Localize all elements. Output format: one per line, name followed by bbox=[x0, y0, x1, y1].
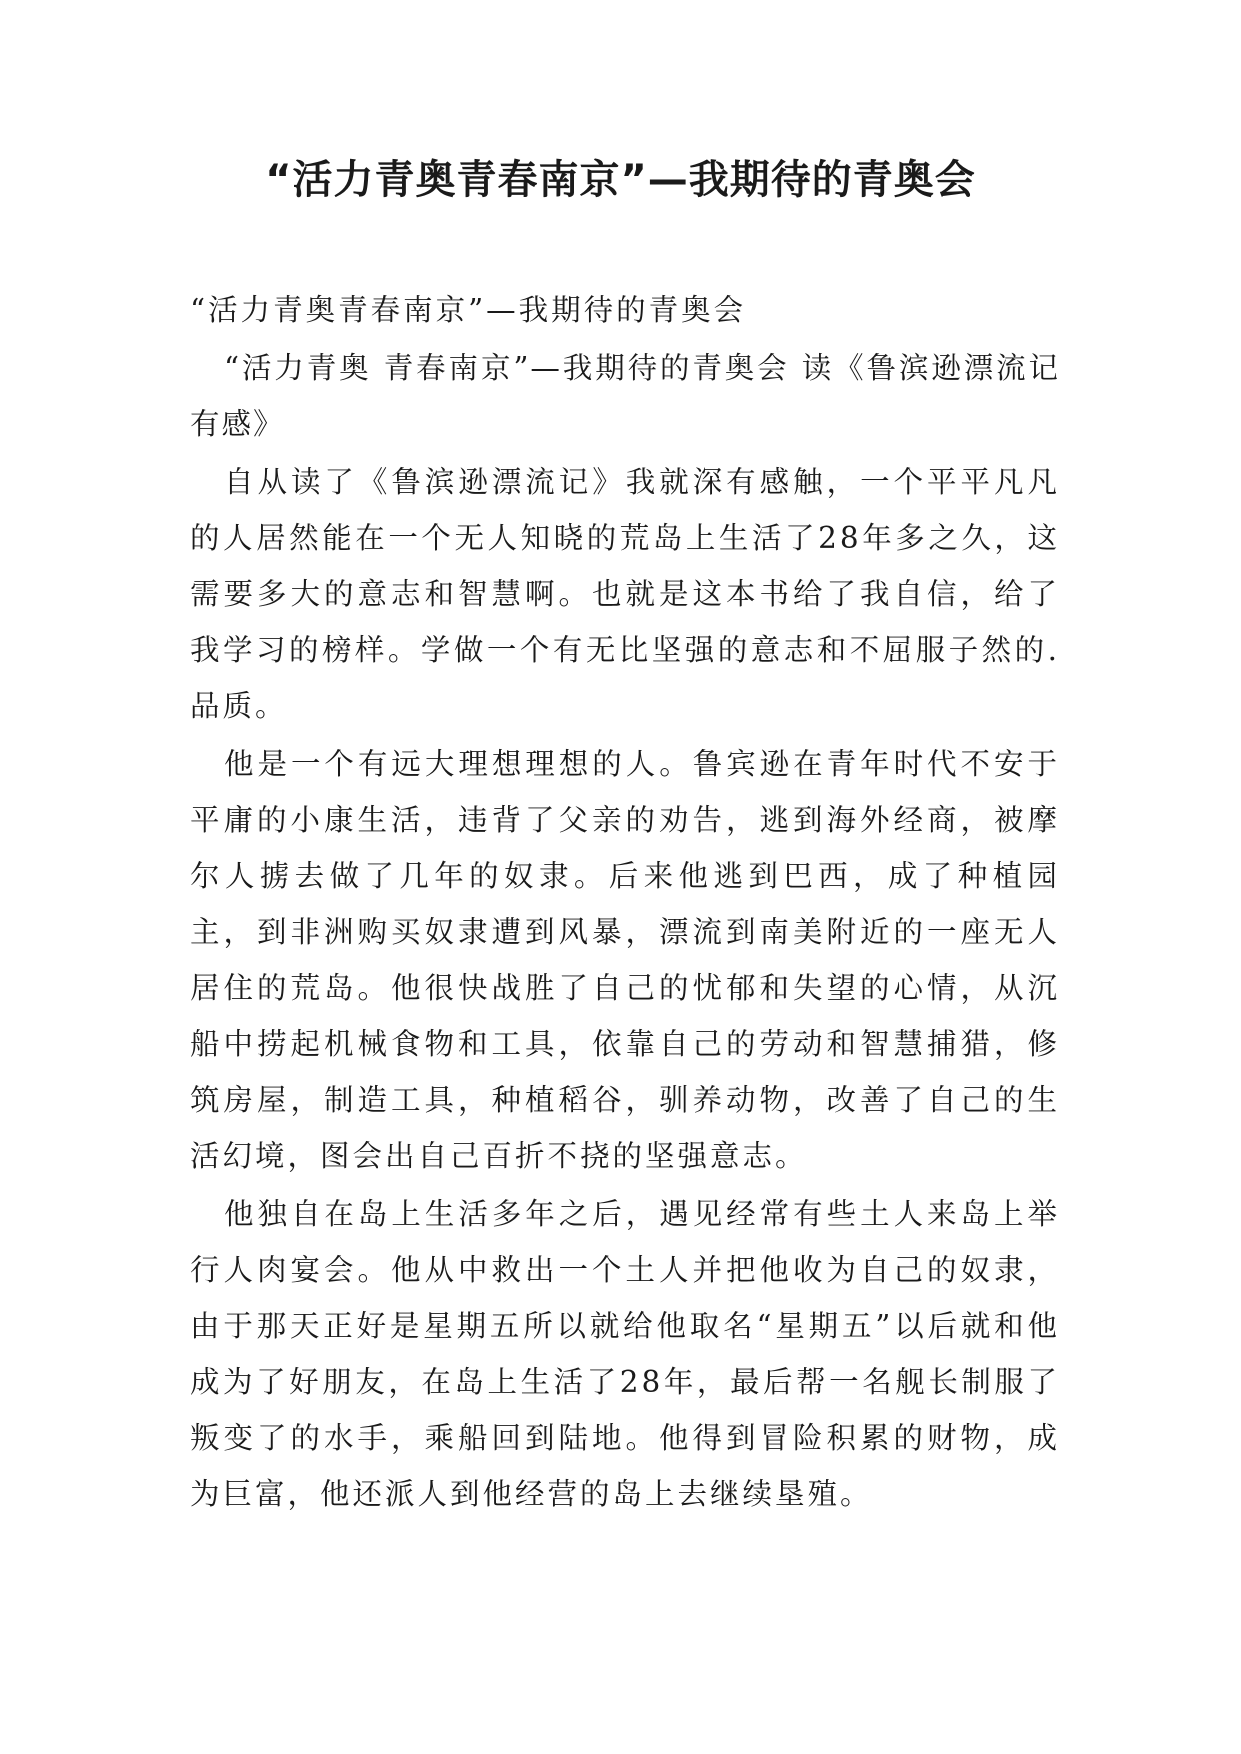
document-title: “活力青奥青春南京”—我期待的青奥会 bbox=[265, 157, 976, 203]
paragraph-heading-line: “活力青奥 青春南京”—我期待的青奥会 读《鲁滨逊漂流记有感》 bbox=[190, 351, 1060, 441]
paragraph: 自从读了《鲁滨逊漂流记》我就深有感触，一个平平凡凡的人居然能在一个无人知晓的荒岛上生活了28年多之久，这需要多大的意志和智慧啊。也就是这本书给了我自信，给了我学习的榜样。学做一个有无比坚强的意志和不屈服子然的.品质。 bbox=[190, 465, 1060, 723]
paragraph-subtitle: “活力青奥青春南京”—我期待的青奥会 bbox=[190, 293, 747, 327]
paragraph: 他是一个有远大理想理想的人。鲁宾逊在青年时代不安于平庸的小康生活，违背了父亲的劝告，逃到海外经商，被摩尔人掳去做了几年的奴隶。后来他逃到巴西，成了种植园主，到非洲购买奴隶遭到风暴，漂流到南美附近的一座无人居住的荒岛。他很快战胜了自己的忧郁和失望的心情，从沉船中捞起机械食物和工具，依靠自己的劳动和智慧捕猎，修筑房屋，制造工具，种植稻谷，驯养动物，改善了自己的生活幻境，图会出自己百折不挠的坚强意志。 bbox=[190, 747, 1060, 1173]
document-body bbox=[190, 282, 1060, 1524]
paragraph: 他独自在岛上生活多年之后，遇见经常有些土人来岛上举行人肉宴会。他从中救出一个土人并把他收为自己的奴隶，由于那天正好是星期五所以就给他取名“星期五”以后就和他成为了好朋友，在岛上生活了28年，最后帮一名舰长制服了叛变了的水手，乘船回到陆地。他得到冒险积累的财物，成为巨富，他还派人到他经营的岛上去继续垦殖。 bbox=[190, 1197, 1060, 1511]
